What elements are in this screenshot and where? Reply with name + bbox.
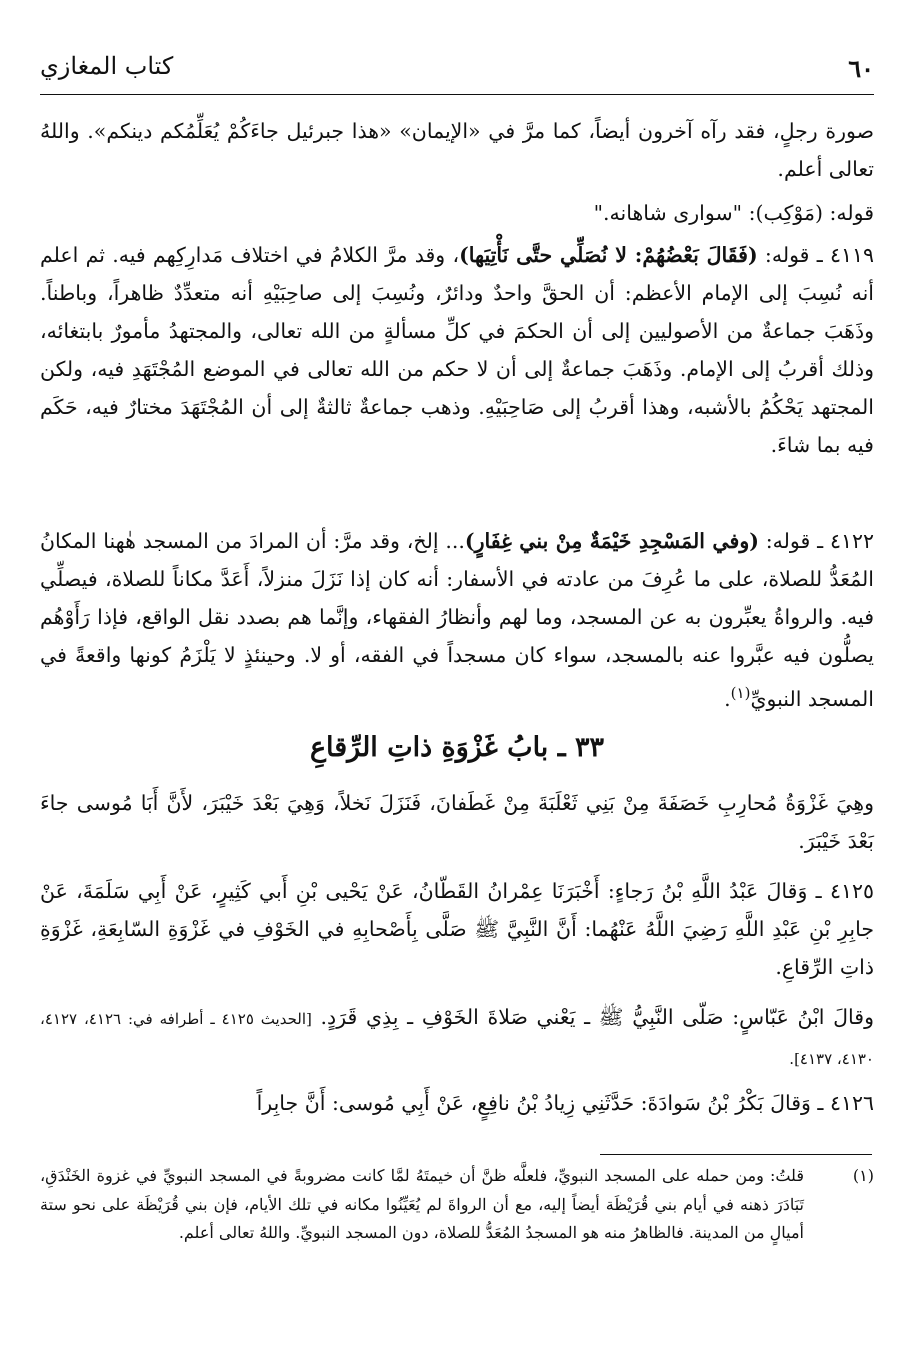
hadith-cross-references: [الحديث ٤١٢٥ ـ أطرافه في: ٤١٢٦، ٤١٢٧، ٤١٣٠، ٤١٣٧]. — [40, 1010, 874, 1068]
page-number: ٦٠ — [848, 54, 874, 83]
hadith-number-4122: ٤١٢٢ ـ قوله: — [758, 529, 874, 553]
paragraph-4125: ٤١٢٥ ـ وَقالَ عَبْدُ اللَّهِ بْنُ رَجاءٍ: أَخْبَرَنَا عِمْرانُ القَطّانُ، عَنْ يَحْيى بْنِ أَبي كَثِيرٍ، عَنْ أَبِي سَلَمَةَ، عَنْ جابِرِ بْنِ عَبْدِ اللَّهِ رَضِيَ اللَّهُ عَنْهُما: أَنَّ النَّبِيَّ ﷺ صَلَّى بِأَصْحابِهِ في الخَوْفِ في غَزْوَةِ السّابِعَةِ، غَزْوَةِ ذاتِ الرِّقاعِ. — [40, 879, 874, 979]
quote-4119: (فَقَالَ بَعْضُهُمْ: لا نُصَلِّي حتَّى نَأْتِيَها) — [459, 243, 758, 267]
footnote-text: قلتُ: ومن حمله على المسجد النبويِّ، فلعلَّه ظنَّ أن خيمتَهُ لمَّا كانت مضروبةً في المسجد النبويِّ في غزوة الخَنْدَقِ، تَبَادَرَ ذهنه في أيام بني قُرَيْظَة أيضاً إليه، مع أن الرواةَ لم يُعَيِّنُوا مكانه في تلك الأيام، فإن بني قُرَيْظَة على نحو ستة أميالٍ من المدينة. فالظاهرُ منه هو المسجدُ المُعَدُّ للصلاة، دون المسجد النبويِّ. واللهُ تعالى أعلم. — [40, 1166, 804, 1242]
paragraph-4126: ٤١٢٦ ـ وَقالَ بَكْرُ بْنُ سَوادَةَ: حَدَّثَنِي زِيادُ بْنُ نافِعٍ، عَنْ أَبِي مُوسى: أَنَّ جابِراً — [256, 1091, 874, 1115]
paragraph-4119 — [40, 236, 874, 464]
hadith-number-4119: ٤١١٩ ـ قوله: — [757, 243, 875, 267]
footnote-marker: (١) — [852, 1166, 874, 1185]
ibn-abbas-text: وقالَ ابْنُ عَبّاسٍ: صَلّى النَّبِيُّ ﷺ ـ يَعْني صَلاةَ الخَوْفِ ـ بِذِي قَرَدٍ. — [311, 1005, 874, 1029]
footnote — [40, 1162, 874, 1248]
paragraph-ibn-abbas — [40, 998, 874, 1078]
paragraph-4122: ٤١٢٢ ـ قوله: (وفي المَسْجِدِ خَيْمَةٌ مِنْ بني غِفَارٍ)... إلخ، وقد مرَّ: أن المرادَ من المسجد هٰهنا المكانُ المُعَدُّ للصلاة، على ما عُرِفَ من عادته في الأسفار: أنه كان إذا نَزَلَ منزلاً، أَعَدَّ مكاناً للصلاة، فيصلِّي فيه. والرواةُ يعبِّرون به عن المسجد، وما لهم وأنظارُ الفقهاء، وإنَّما هم بصدد نقل الواقع، فإذا رَأَوْهُم يصلُّون فيه عبَّروا عنه بالمسجد، سواء كان مسجداً في الفقه، أو لا. وحينئذٍ لا يَلْزَمُ كونها واقعةً في المسجد النبويِّ$^{(١)}$. — [40, 529, 874, 711]
footnote-divider — [600, 1154, 872, 1155]
paragraph-intro: صورة رجلٍ، فقد رآه آخرون أيضاً، كما مرَّ في «الإيمان» «هذا جبرئيل جاءَكُمْ يُعَلِّمُكم دينكم». واللهُ تعالى أعلم. — [40, 119, 874, 181]
quote-4122: (وفي المَسْجِدِ خَيْمَةٌ مِنْ بني غِفَارٍ) — [464, 529, 759, 553]
commentary-4122: ... إلخ، وقد مرَّ: أن المرادَ من المسجد هٰهنا المكانُ المُعَدُّ للصلاة، على ما عُرِفَ من عادته في الأسفار: أنه كان إذا نَزَلَ منزلاً، أَعَدَّ مكاناً للصلاة، فيصلِّي فيه. والرواةُ يعبِّرون به عن المسجد، وما لهم وأنظارُ الفقهاء، وإنَّما هم بصدد نقل الواقع، فإذا رَأَوْهُم يصلُّون فيه عبَّروا عنه بالمسجد، سواء كان مسجداً في الفقه، أو لا. وحينئذٍ لا يَلْزَمُ كونها واقعةً في المسجد النبويِّ — [40, 529, 874, 711]
footnote-reference[interactable]: (١) — [730, 684, 751, 702]
commentary-4119: ، وقد مرَّ الكلامُ في اختلاف مَدارِكِهم فيه. ثم اعلم أنه نُسِبَ إلى الإمام الأعظم: أن الحقَّ واحدٌ ودائرٌ، ونُسِبَ إلى صاحِبَيْهِ أنه متعدِّدٌ ظاهراً، وباطناً. وذَهَبَ جماعةٌ من الأصوليين إلى أن الحكمَ في كلِّ مسألةٍ من الله تعالى، والمجتهدُ مأمورٌ بابتغائه، وذلك أقربُ إلى الإمام. وذَهَبَ جماعةٌ إلى أن لا حكم من الله تعالى في الموضع المُجْتَهَدِ فيه، ولكن المجتهد يَحْكُمُ بالأشبه، وهذا أقربُ إلى صَاحِبَيْهِ. وذهب جماعةٌ ثالثةٌ إلى أن المُجْتَهَدَ مختارٌ فيه، حَكَم فيه بما شاءَ. — [40, 243, 874, 457]
book-title: كتاب المغازي — [40, 52, 174, 80]
paragraph-ghazwa-intro: وهِيَ غَزْوَةُ مُحارِبِ خَصَفَةَ مِنْ بَنِي ثَعْلَبَةَ مِنْ غَطَفانَ، فَنَزَلَ نَخلاً، وَهِيَ بَعْدَ خَيْبَرَ، لأَنَّ أَبَا مُوسى جاءَ بَعْدَ خَيْبَرَ. — [40, 791, 874, 853]
page-header — [40, 40, 874, 90]
header-divider — [40, 94, 874, 95]
paragraph-mawkib: قوله: (مَوْكِب): "سواری شاهانه." — [593, 201, 874, 225]
chapter-heading: ٣٣ ـ بابُ غَزْوَةِ ذاتِ الرِّقاعِ — [309, 732, 605, 763]
